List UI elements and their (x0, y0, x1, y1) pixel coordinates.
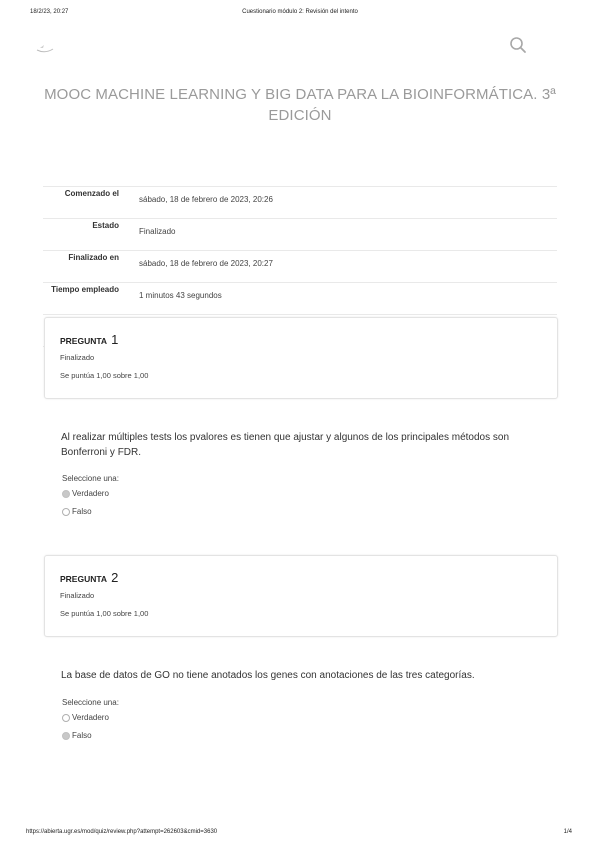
answer-option[interactable] (62, 731, 92, 740)
question-state: Finalizado (60, 591, 95, 600)
summary-label: Estado (43, 219, 119, 251)
print-header (0, 9, 600, 21)
answer-option-label: Verdadero (72, 489, 109, 498)
summary-value: sábado, 18 de febrero de 2023, 20:27 (119, 251, 557, 283)
question-info-card (44, 317, 558, 399)
radio-button-checked[interactable] (62, 490, 70, 498)
question-number-value: 1 (111, 332, 119, 347)
question-info-card (44, 555, 558, 637)
answer-option-label: Falso (72, 731, 92, 740)
search-icon[interactable] (509, 36, 527, 54)
print-footer (0, 829, 600, 841)
question-number (60, 570, 118, 585)
answer-option-label: Falso (72, 507, 92, 516)
course-title: MOOC MACHINE LEARNING Y BIG DATA PARA LA BIOINFORMÁTICA. 3ª EDICIÓN (44, 86, 556, 124)
radio-button[interactable] (62, 714, 70, 722)
summary-label: Comenzado el (43, 187, 119, 219)
radio-button-checked[interactable] (62, 732, 70, 740)
question-text: Al realizar múltiples tests los pvalores es tienen que ajustar y algunos de los principales métodos son Bonferroni y FDR. (61, 432, 510, 458)
question-grade: Se puntúa 1,00 sobre 1,00 (60, 609, 149, 618)
question-number (60, 332, 118, 347)
summary-value: 1 minutos 43 segundos (119, 283, 557, 315)
summary-label: Finalizado en (43, 251, 119, 283)
answer-option[interactable] (62, 507, 92, 516)
question-state: Finalizado (60, 353, 95, 362)
site-logo[interactable] (35, 41, 55, 53)
summary-row-started (43, 187, 557, 219)
print-page-number: 1/4 (563, 829, 572, 835)
answer-prompt: Seleccione una: (62, 698, 119, 707)
print-url: https://abierta.ugr.es/mod/quiz/review.php?attempt=262603&cmid=3630 (26, 829, 218, 835)
question-prefix: PREGUNTA (60, 336, 107, 346)
answer-option[interactable] (62, 489, 109, 498)
summary-label: Tiempo empleado (43, 283, 119, 315)
question-number-value: 2 (111, 570, 119, 585)
question-text: La base de datos de GO no tiene anotados los genes con anotaciones de las tres categorías. (61, 670, 475, 681)
answer-prompt: Seleccione una: (62, 474, 119, 483)
summary-row-finished (43, 251, 557, 283)
summary-value: Finalizado (119, 219, 557, 251)
question-prefix: PREGUNTA (60, 574, 107, 584)
summary-row-time-taken (43, 283, 557, 315)
answer-option-label: Verdadero (72, 713, 109, 722)
answer-option[interactable] (62, 713, 109, 722)
radio-button[interactable] (62, 508, 70, 516)
print-page-title: Cuestionario módulo 2: Revisión del intento (242, 9, 358, 15)
print-datetime: 18/2/23, 20:27 (30, 9, 69, 15)
summary-value: sábado, 18 de febrero de 2023, 20:26 (119, 187, 557, 219)
summary-row-state (43, 219, 557, 251)
question-grade: Se puntúa 1,00 sobre 1,00 (60, 371, 149, 380)
